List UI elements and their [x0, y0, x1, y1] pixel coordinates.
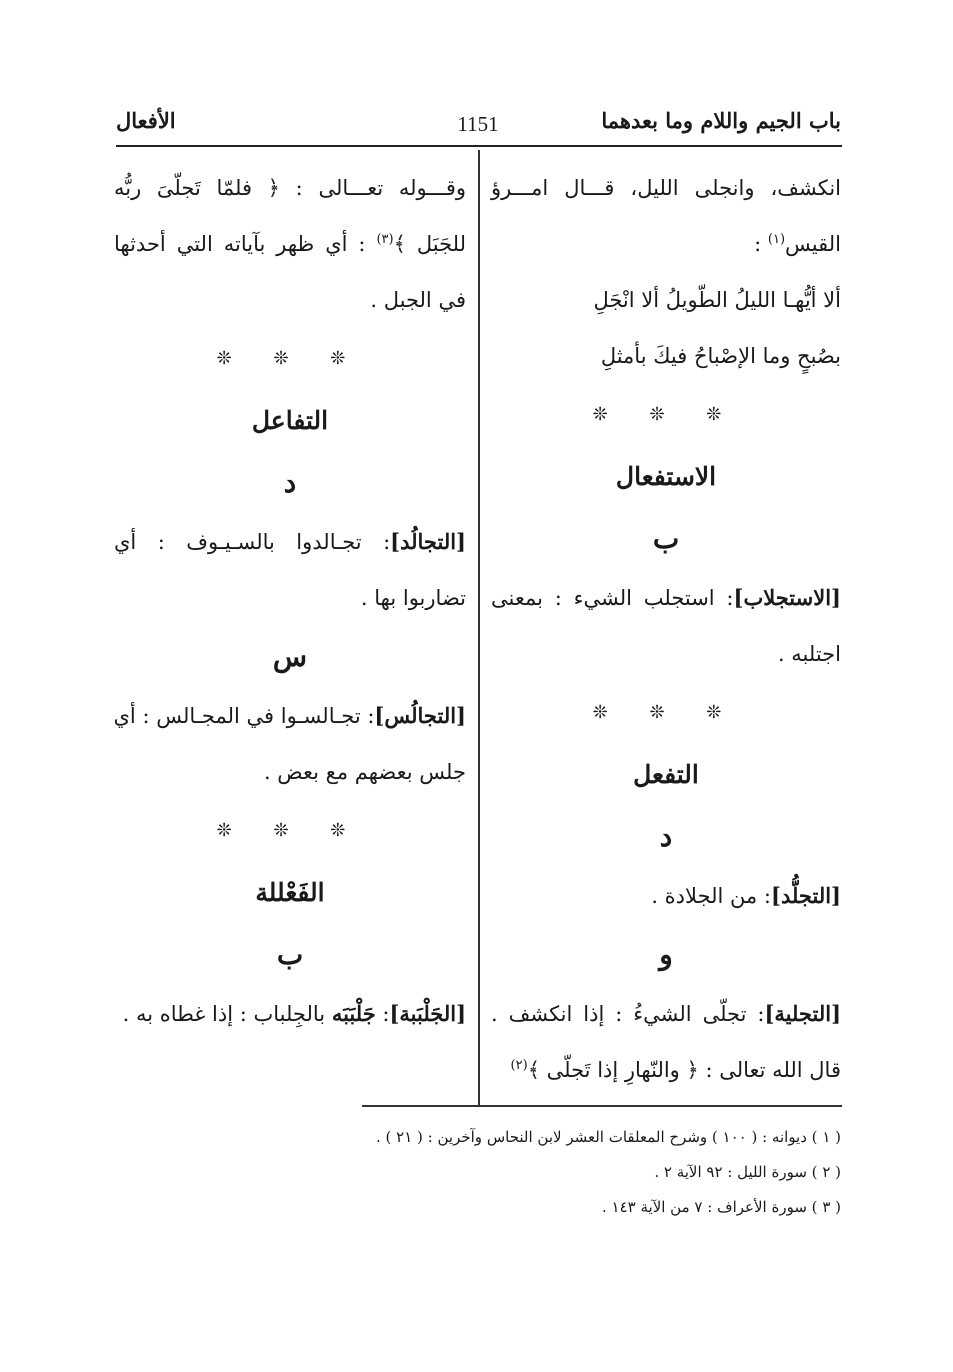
footnote-ref: (١) — [767, 232, 786, 247]
text-line: في الجبل . — [370, 288, 466, 312]
letter-heading: س — [272, 640, 308, 673]
footnote-ref: (٢) — [510, 1058, 528, 1073]
entry-term: [التجالُد] — [390, 529, 466, 554]
section-separator: ❊ ❊ ❊ — [216, 820, 364, 841]
entry-term: [التجالُس] — [374, 703, 466, 728]
letter-heading: د — [659, 820, 673, 853]
text-line: وقـــوله تعـــالى : ﴿ فلمّا تَجلّىَ ربُّه — [114, 176, 466, 200]
footnote-ref: (٣) — [376, 232, 394, 247]
text-line: تضاربوا بها . — [360, 586, 466, 610]
text-line: اجتلبه . — [777, 642, 841, 666]
entry-line: [التجلُّد]: من الجلادة . — [651, 883, 841, 908]
footnotes — [241, 1120, 841, 1225]
letter-heading: ب — [652, 522, 680, 555]
verse-line: بصُبحٍ وما الإصْباحُ فيكَ بأمثلِ — [600, 344, 841, 368]
section-heading: التفاعل — [251, 406, 329, 435]
text-line: قال الله تعالى : ﴿ والنّهارِ إذا تَجلّى ﴾$^{(٢)}$ — [510, 1058, 841, 1082]
letter-heading: د — [283, 466, 297, 499]
chapter-title: باب الجيم واللام وما بعدهما — [601, 108, 841, 133]
section-heading: الفَعْللة — [255, 878, 325, 907]
footnote: ( ٢ ) سورة الليل : ٩٢ الآية ٢ . — [654, 1163, 841, 1181]
entry-term: [التجلُّد] — [771, 883, 841, 908]
entry-line: [التجالُد]: تجـالدوا بالسـيـوف : أي — [114, 529, 466, 554]
header-rule — [116, 145, 842, 147]
entry-line: [التجالُس]: تجـالسـوا في المجـالس : أي — [113, 703, 466, 728]
entry-term: [التجلية] — [764, 1001, 841, 1026]
entry-term: [الجَلْبَبة] — [389, 1001, 466, 1026]
footnote-rule — [362, 1105, 842, 1107]
entry-line: [التجلية]: تجلّى الشيءُ : إذا انكشف . — [491, 1001, 841, 1026]
section-separator: ❊ ❊ ❊ — [592, 404, 740, 425]
column-divider — [478, 150, 480, 1105]
section-heading: الاستفعال — [615, 462, 717, 491]
text-line: للجَبَل ﴾$^{(٣)}$ : أي ظهر بآياته التي أحدثها — [114, 232, 466, 256]
section-separator: ❊ ❊ ❊ — [592, 702, 740, 723]
page-number: 1151 — [457, 112, 499, 136]
entry-term: جَلْبَبَه — [331, 1001, 376, 1026]
text-line: انكشف، وانجلى الليل، قـــال امـــرؤ — [491, 176, 841, 200]
verse-line: ألا أيُّهـا الليلُ الطّويلُ ألا انْجَلِ — [593, 288, 841, 312]
text-line: جلس بعضهم مع بعض . — [263, 760, 466, 784]
entry-term: [الاستجلاب] — [733, 585, 841, 610]
right-column — [491, 160, 841, 1098]
left-column — [114, 160, 466, 1042]
section-heading: التفعل — [633, 760, 699, 789]
section-separator: ❊ ❊ ❊ — [216, 348, 364, 369]
entry-line: [الاستجلاب]: استجلب الشيء : بمعنى — [491, 585, 841, 610]
footnote: ( ٣ ) سورة الأعراف : ٧ من الآية ١٤٣ . — [601, 1198, 841, 1216]
letter-heading: ب — [276, 938, 304, 971]
footnote: ( ١ ) ديوانه : ( ١٠٠ ) وشرح المعلقات العشر لابن النحاس وآخرين : ( ٢١ ) . — [376, 1128, 841, 1146]
text-line: القيس$^{(١)}$ : — [754, 232, 841, 256]
entry-line: [الجَلْبَبة]: جَلْبَبَه بالجِلباب : إذا غطاه به . — [122, 1001, 466, 1026]
letter-heading: و — [659, 938, 673, 971]
section-title: الأفعال — [116, 108, 176, 133]
